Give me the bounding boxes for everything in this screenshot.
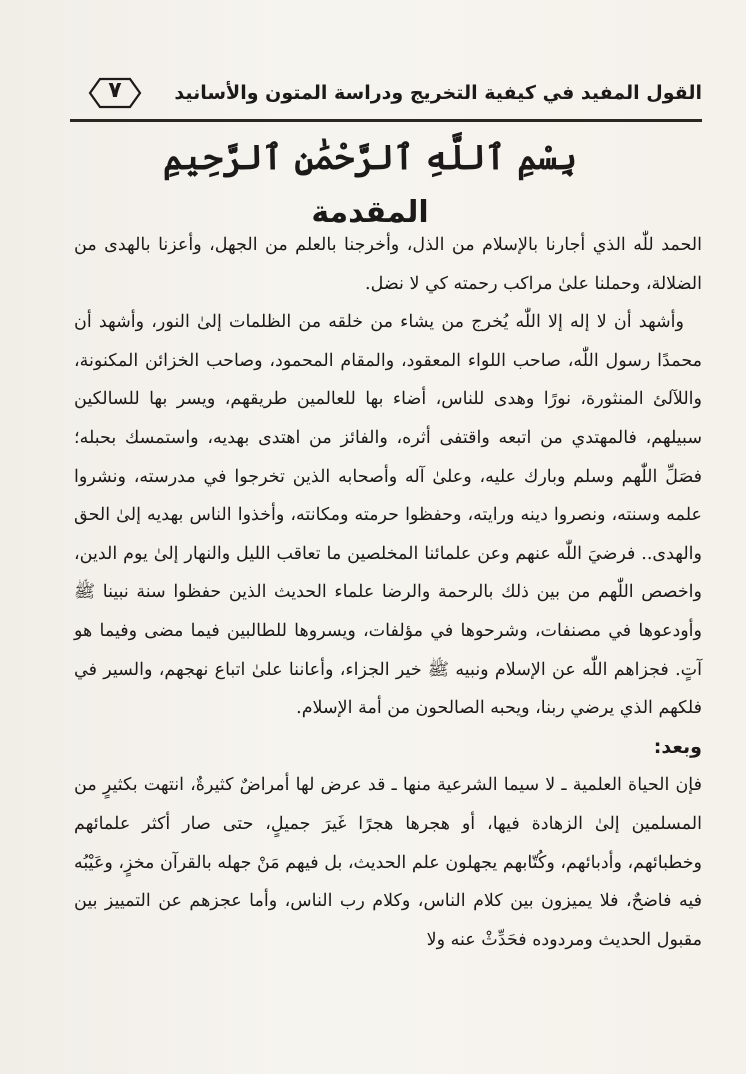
paragraph-3: فإن الحياة العلمية ـ لا سيما الشرعية منها ـ قد عرض لها أمراضٌ كثيرةٌ، انتهت بكثيرٍ من المسلمين إلىٰ الزهادة فيها، أو هجرها هجرًا غَيرَ جميلٍ، حتى صار أكثر علمائهم وخطبائهم، وأدبائهم، وكُتّابهم يجهلون علم الحديث، بل فيهم مَنْ جهله بالقرآن مخزٍ، وعَيْبُه فيه فاضحٌ، فلا يميزون بين كلام الناس، وكلام رب الناس، وأما عجزهم عن التمييز بين مقبول الحديث ومردوده فحَدِّثْ عنه ولا <box>74 775 702 950</box>
paragraph-2: وأشهد أن لا إله إلا اللّٰه يُخرج من يشاء من خلقه من الظلمات إلىٰ النور، وأشهد أن محمدًا رسول اللّٰه، صاحب اللواء المعقود، والمقام المحمود، وصاحب الخزائن المكنونة، واللآلئ المنثورة، نورًا وهدى للناس، أضاء بها للعالمين طريقهم، ويسر بها للسالكين سبيلهم، فالمهتدي من اتبعه واقتفى أثره، والفائز من اهتدى بهديه، واستمسك بحبله؛ فصَلِّ اللّٰهم وسلم وبارك عليه، وعلىٰ آله وأصحابه الذين تخرجوا في مدرسته، ونشروا علمه وسنته، ونصروا دينه ورايته، وحفظوا حرمته ومكانته، وأخذوا الناس بهديه إلىٰ الحق والهدى.. فرضيَ اللّٰه عنهم وعن علمائنا المخلصين ما تعاقب الليل والنهار إلىٰ يوم الدين، واخصص اللّٰهم من بين ذلك بالرحمة والرضا علماء الحديث الذين حفظوا سنة نبينا ﷺ وأودعوها في مصنفات، وشرحوها في مؤلفات، ويسروها للطالبين فيما مضى وفيما هو آتٍ. فجزاهم اللّٰه عن الإسلام ونبيه ﷺ خير الجزاء، وأعاننا علىٰ اتباع نهجهم، والسير في فلكهم الذي يرضي ربنا، ويحبه الصالحون من أمة الإسلام. <box>74 312 702 719</box>
running-head-title: القول المفيد في كيفية التخريج ودراسة المتون والأسانيد <box>174 82 702 104</box>
section-title: المقدمة <box>311 195 429 230</box>
page-number-badge <box>88 76 142 110</box>
basmala: بِسْمِ ٱللَّهِ ٱلرَّحْمَٰنِ ٱلرَّحِيمِ <box>162 138 578 178</box>
paragraph-1: الحمد للّٰه الذي أجارنا بالإسلام من الذل، وأخرجنا بالعلم من الجهل، وأعزنا بالهدى من الضلالة، وحملنا علىٰ مراكب رحمته كي لا نضل. <box>74 235 702 294</box>
header-divider <box>70 119 702 122</box>
subheading-wa-baad: وبعد: <box>653 735 702 758</box>
page-number: ٧ <box>108 78 122 103</box>
page-header <box>70 72 702 120</box>
body-text <box>74 226 702 959</box>
